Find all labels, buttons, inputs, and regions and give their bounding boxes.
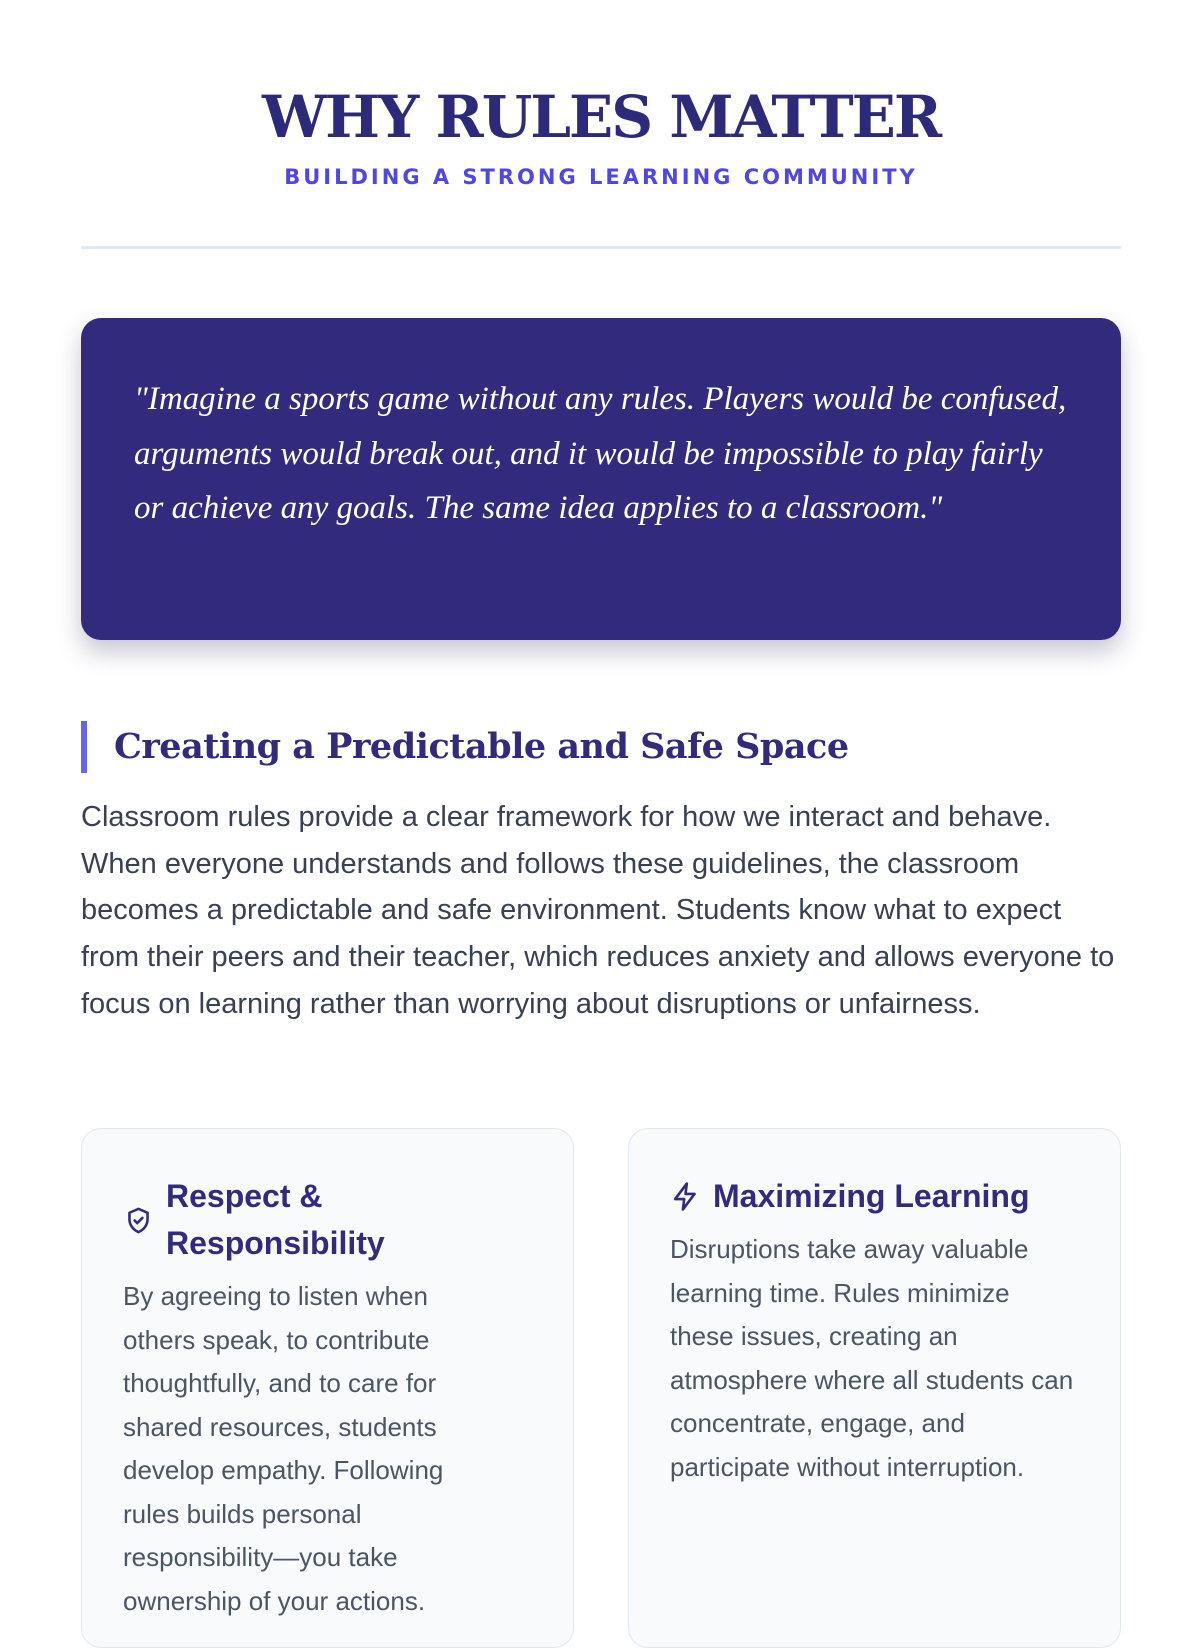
- section-body: Classroom rules provide a clear framework for how we interact and behave. When everyone understands and follows these guidelines, the classroom becomes a predictable and safe environment. Students know what to expect from their peers and their teacher, which reduces anxiety and allows everyone to focus on learning rather than worrying about disruptions or unfairness.: [81, 801, 1115, 1020]
- quote-card: [81, 318, 1121, 640]
- page-title: WHY RULES MATTER: [261, 83, 941, 151]
- card-title: Maximizing Learning: [713, 1178, 1030, 1214]
- section-heading: [81, 721, 1121, 773]
- card-respect-responsibility: [81, 1128, 574, 1648]
- quote-text: "Imagine a sports game without any rules. Players would be confused, arguments would break out, and it would be impossible to play fairly or achieve any goals. The same idea applies to a classroom.": [134, 381, 1067, 526]
- card-body: By agreeing to listen when others speak, to contribute thoughtfully, and to care for shared resources, students develop empathy. Following rules builds personal responsibility—you take ownership of your actions.: [123, 1281, 444, 1616]
- section-heading-text: Creating a Predictable and Safe Space: [114, 726, 849, 767]
- card-header: [670, 1173, 1090, 1220]
- page-subtitle: BUILDING A STRONG LEARNING COMMUNITY: [284, 165, 918, 189]
- shield-check-icon: [123, 1205, 154, 1236]
- lightning-bolt-icon: [670, 1181, 701, 1212]
- card-body: Disruptions take away valuable learning time. Rules minimize these issues, creating an atmosphere where all students can concentrate, engage, and participate without interruption.: [670, 1234, 1074, 1482]
- header-divider: [81, 246, 1121, 249]
- card-maximizing-learning: [628, 1128, 1121, 1648]
- card-header: [123, 1173, 543, 1267]
- card-title: Respect & Responsibility: [166, 1178, 385, 1261]
